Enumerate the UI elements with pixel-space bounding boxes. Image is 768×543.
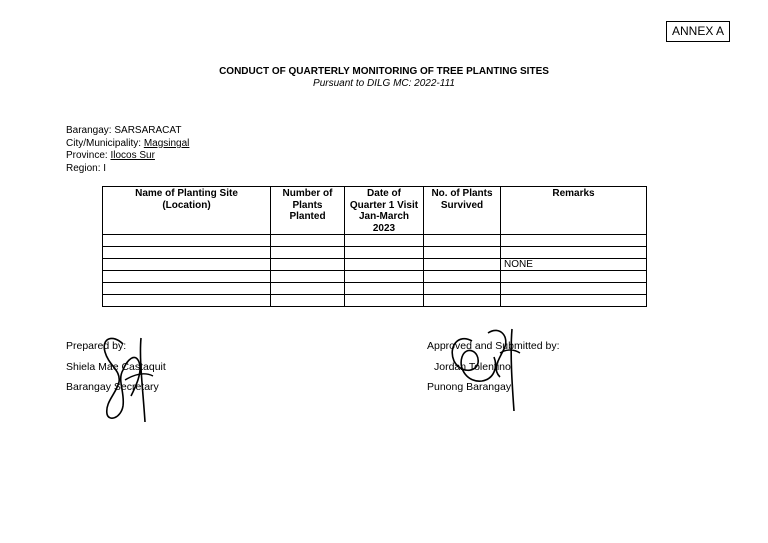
table-cell [424,295,501,307]
table-cell [103,295,271,307]
table-row [103,259,647,271]
table-cell [345,247,424,259]
prepared-by-position: Barangay Secretary [66,381,159,393]
header-line: Name of Planting Site [135,188,238,199]
province-label: Province: [66,150,111,161]
table-cell [271,295,345,307]
document-title: CONDUCT OF QUARTERLY MONITORING OF TREE PLANTING SITES [219,66,549,77]
header-plants-planted [271,187,345,235]
location-info [66,125,189,175]
approved-by-label: Approved and Submitted by: [427,340,560,352]
region-value: I [103,162,107,174]
prepared-by-label: Prepared by: [66,340,127,352]
table-cell [345,259,424,271]
city-line [66,138,189,151]
table-cell [103,247,271,259]
table-cell [424,235,501,247]
table-cell [345,283,424,295]
table-cell [501,271,647,283]
table-cell [424,271,501,283]
header-line: 2023 [372,222,396,234]
header-line: No. of Plants [431,188,493,199]
table-cell [103,283,271,295]
table-row [103,283,647,295]
table-cell [424,283,501,295]
region-line [66,163,189,176]
city-label: City/Municipality: [66,137,144,149]
barangay-label: Barangay: [66,125,115,136]
table-cell [501,283,647,295]
header-line: Survived [440,199,484,211]
header-line: Plants [292,199,323,211]
table-row [103,271,647,283]
remarks-cell: NONE [501,259,647,271]
approved-signature-image [448,323,528,415]
barangay-value: SARSARACAT [114,125,182,136]
table-header-row [103,187,647,235]
region-label: Region: [66,162,104,174]
header-line: Jan-March [358,211,409,222]
table-cell [271,247,345,259]
header-line: Number of [282,188,333,199]
table-row [103,247,647,259]
table-cell [103,235,271,247]
province-value: Ilocos Sur [110,150,155,161]
header-plants-survived [424,187,501,235]
header-line: Quarter 1 Visit [349,199,419,211]
table-cell [501,247,647,259]
table-cell [424,259,501,271]
header-remarks [501,187,647,235]
province-line [66,150,189,163]
monitoring-table [102,186,647,307]
table-cell [271,259,345,271]
header-visit-date [345,187,424,235]
table-cell [271,235,345,247]
prepared-by-name: Shiela Mae Castaquit [66,361,166,373]
table-row [103,295,647,307]
table-cell [345,271,424,283]
city-value: Magsingal [143,137,190,149]
approved-by-position: Punong Barangay [427,381,512,393]
table-cell [424,247,501,259]
header-line: Date of [367,188,401,199]
table-cell [501,295,647,307]
table-row [103,235,647,247]
prepared-signature-image [95,330,165,425]
header-planting-site [103,187,271,235]
annex-label: ANNEX A [666,21,730,42]
table-cell [345,295,424,307]
approved-by-name: Jordan Tolentino [434,361,511,373]
table-cell [271,283,345,295]
header-line: (Location) [162,199,211,211]
document-subtitle: Pursuant to DILG MC: 2022-111 [313,78,455,89]
table-cell [501,235,647,247]
table-cell [103,271,271,283]
barangay-line [66,125,189,138]
header-line: Remarks [552,188,595,199]
table-cell [345,235,424,247]
table-cell [271,271,345,283]
table-cell [103,259,271,271]
header-line: Planted [289,211,326,222]
